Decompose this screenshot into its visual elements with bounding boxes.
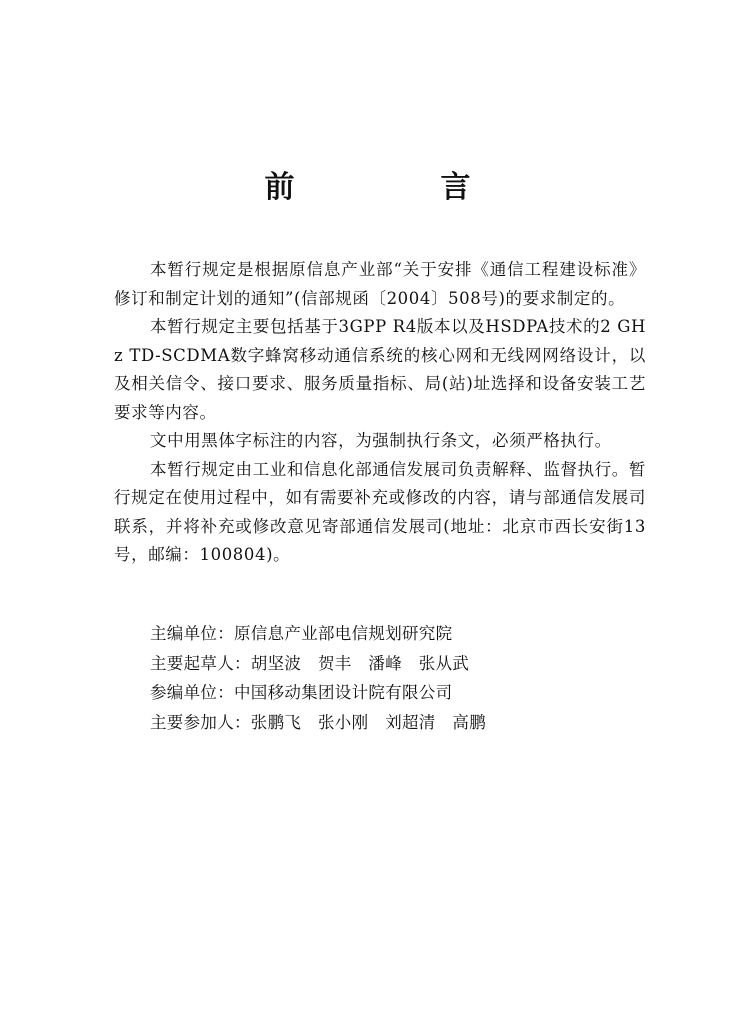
- paragraph-interpretation: 本暂行规定由工业和信息化部通信发展司负责解释、监督执行。暂行规定在使用过程中，如有需要补充或修改的内容，请与部通信发展司联系，并将补充或修改意见寄部通信发展司(地址：北京市西长安街13号，邮编：100804)。: [114, 459, 646, 564]
- main-participants: 主要参加人：张鹏飞 张小刚 刘超清 高鹏: [150, 712, 486, 732]
- credits-block: [150, 619, 630, 737]
- chief-editor-unit: 主编单位：原信息产业部电信规划研究院: [150, 624, 453, 643]
- paragraph-basis: 本暂行规定是根据原信息产业部“关于安排《通信工程建设标准》修订和制定计划的通知”(信部规函〔2004〕508号)的要求制定的。: [114, 260, 646, 308]
- main-drafters: 主要起草人：胡坚波 贺丰 潘峰 张从武: [150, 653, 470, 673]
- paragraph-mandatory: 文中用黑体字标注的内容，为强制执行条文，必须严格执行。: [150, 431, 612, 450]
- participating-unit: 参编单位：中国移动集团设计院有限公司: [150, 683, 453, 702]
- paragraph-scope: 本暂行规定主要包括基于3GPP R4版本以及HSDPA技术的2 GHz TD-SCDMA数字蜂窝移动通信系统的核心网和无线网网络设计，以及相关信令、接口要求、服务质量指标、局(站)址选择和设备安装工艺要求等内容。: [114, 317, 646, 422]
- preface-body: [114, 256, 646, 570]
- page-title: 前 言: [264, 170, 529, 205]
